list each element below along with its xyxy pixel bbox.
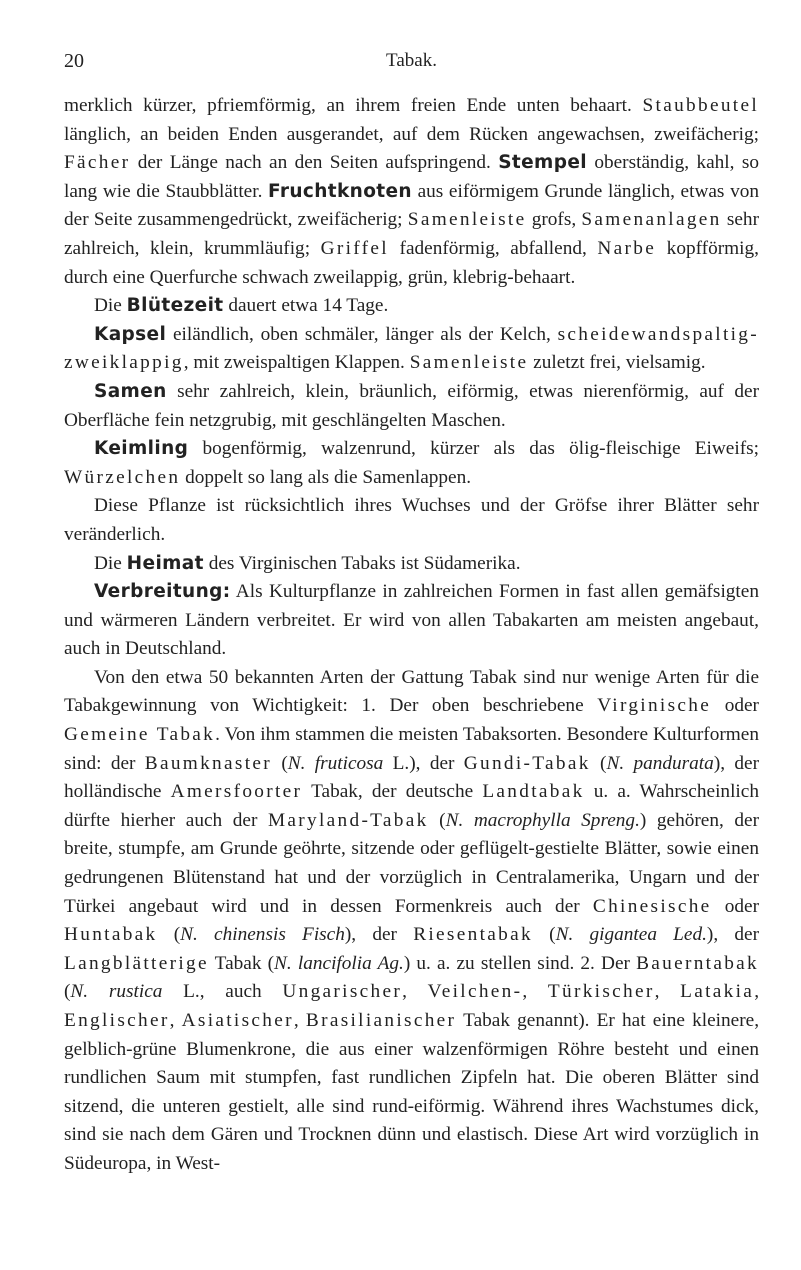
emphasized-term: Bauerntabak <box>636 952 759 974</box>
text-run: ( <box>428 809 446 831</box>
text-run: zuletzt frei, vielsamig. <box>528 352 706 374</box>
emphasized-term: Englischer <box>64 1010 170 1031</box>
text-run: ( <box>532 924 556 946</box>
emphasized-term: Samenleiste <box>407 209 527 231</box>
section-keyword: Kapsel <box>94 323 167 345</box>
paragraph <box>64 550 759 579</box>
species-name: N. chinensis Fisch <box>180 924 345 946</box>
text-run: ), der <box>706 924 760 946</box>
section-keyword: Fruchtknoten <box>268 180 412 202</box>
text-run: der Länge nach an den Seiten aufspringend. <box>130 152 499 174</box>
emphasized-term: Narbe <box>597 237 657 259</box>
emphasized-term: Chinesische <box>592 895 712 917</box>
emphasized-term: Asiatischer <box>181 1010 294 1031</box>
emphasized-term: Fächer <box>64 152 131 174</box>
body-text <box>64 92 759 1179</box>
paragraph <box>64 292 759 321</box>
emphasized-term: Amersfoorter <box>170 781 303 803</box>
text-run: sehr zahlreich, klein, krummläufig; <box>64 209 759 259</box>
emphasized-term: Virginische <box>597 695 712 717</box>
text-run: Tabak ( <box>208 952 275 974</box>
paragraph <box>64 578 759 664</box>
text-run: u. a. Wahrscheinlich dürfte hierher auch der <box>64 781 759 831</box>
text-run: , <box>402 981 428 1003</box>
emphasized-term: Gemeine Tabak <box>64 724 216 746</box>
emphasized-term: scheidewandspaltig-zweiklappig <box>64 323 759 374</box>
emphasized-term: Riesentabak <box>413 924 533 946</box>
text-run: ), der holländische <box>64 752 759 803</box>
text-run: sehr zahlreich, klein, bräunlich, eiförmig, etwas nierenförmig, auf der Oberfläche fein netzgrubig, mit geschlängelten Maschen. <box>64 380 759 431</box>
text-run: doppelt so lang als die Samenlappen. <box>180 466 472 488</box>
text-run: aus eiförmigem Grunde länglich, etwas von der Seite zusammengedrückt, zweifächerig; <box>64 180 759 231</box>
emphasized-term: Türkischer <box>547 981 655 1003</box>
text-run: Tabak, der deutsche <box>302 781 483 803</box>
text-run: Von den etwa 50 bekannten Arten der Gattung Tabak sind nur wenige Arten für die Tabakgewinnung von Wichtigkeit: 1. Der oben beschriebene <box>64 666 759 717</box>
species-name: N. lancifolia Ag. <box>274 952 404 974</box>
text-run: ( <box>157 924 181 946</box>
species-name: N. rustica <box>70 981 163 1003</box>
text-run: kopfförmig, durch eine Querfurche schwach zweilappig, grün, klebrig-behaart. <box>64 237 759 288</box>
paragraph <box>64 664 759 1179</box>
text-run: oder <box>711 695 759 717</box>
species-name: N. pandurata <box>606 752 714 774</box>
page-header <box>64 50 759 80</box>
paragraph <box>64 492 759 549</box>
text-run: oberständig, kahl, so lang wie die Staubblätter. <box>64 152 760 202</box>
emphasized-term: Staubbeutel <box>642 95 759 116</box>
section-keyword: Samen <box>94 380 167 402</box>
text-run: ) u. a. zu stellen sind. 2. Der <box>403 952 637 974</box>
species-name: N. fruticosa <box>287 752 384 774</box>
text-run: ( <box>590 752 607 774</box>
page-number: 20 <box>64 50 84 72</box>
text-run: ), der <box>344 924 414 946</box>
text-run: länglich, an beiden Enden ausgerandet, auf dem Rücken angewachsen, zweifächerig; <box>64 123 759 145</box>
text-run: L., auch <box>162 981 283 1003</box>
emphasized-term: Samenleiste <box>409 352 529 374</box>
text-run: Die <box>94 552 127 574</box>
text-run: fadenförmig, abfallend, <box>388 237 598 259</box>
emphasized-term: Veilchen- <box>427 981 523 1003</box>
species-name: N. macrophylla Spreng. <box>445 809 640 831</box>
emphasized-term: Brasilianischer <box>305 1010 457 1031</box>
text-run: ( <box>272 752 288 774</box>
text-run: merklich kürzer, pfriemförmig, an ihrem freien Ende unten behaart. <box>64 95 643 116</box>
section-keyword: Heimat <box>126 552 204 574</box>
text-run: , mit zweispaltigen Klappen. <box>183 352 410 374</box>
paragraph <box>64 435 759 492</box>
text-run: dauert etwa 14 Tage. <box>223 295 389 317</box>
emphasized-term: Griffel <box>320 237 389 259</box>
emphasized-term: Latakia <box>680 981 755 1003</box>
book-page <box>64 50 759 1179</box>
paragraph <box>64 321 759 378</box>
text-run: , <box>654 981 681 1003</box>
text-run: , <box>754 981 760 1003</box>
section-keyword: Keimling <box>94 438 189 460</box>
emphasized-term: Langblätterige <box>64 952 209 974</box>
emphasized-term: Huntabak <box>64 924 158 946</box>
text-run: Tabak genannt). Er hat eine kleinere, gelblich-grüne Blumenkrone, die aus einer walzenförmigen Röhre besteht und einen rundlichen Saum mit stumpfen, fast rundlichen Zipfeln hat. Die oberen Blätter sind sitzend, die unteren gestielt, alle sind rund-eiförmig. Während ihres Wachstumes dick, sind sie nach dem Gären und Trocknen dünn und elastisch. Diese Art wird vorzüglich in Südeuropa, in West- <box>64 1010 760 1174</box>
text-run: . Von ihm stammen die meisten Tabaksorten. Besondere Kulturformen sind: der <box>64 724 759 774</box>
text-run: oder <box>711 895 760 917</box>
text-run: , <box>169 1010 182 1031</box>
section-keyword: Verbreitung: <box>94 581 231 603</box>
text-run: Als Kulturpflanze in zahlreichen Formen in fast allen gemäfsigten und wärmeren Ländern verbreitet. Er wird von allen Tabakarten am meisten angebaut, auch in Deutschland. <box>64 581 759 660</box>
text-run: eiländlich, oben schmäler, länger als der Kelch, <box>166 323 558 345</box>
text-run: , <box>293 1010 306 1031</box>
paragraph <box>64 378 759 435</box>
text-run: Die <box>94 295 127 317</box>
emphasized-term: Maryland-Tabak <box>267 809 429 831</box>
text-run: bogenförmig, walzenrund, kürzer als das ölig-fleischige Eiweifs; <box>188 438 759 460</box>
emphasized-term: Gundi-Tabak <box>463 752 591 774</box>
section-keyword: Stempel <box>498 152 587 174</box>
text-run: ) gehören, der breite, stumpfe, am Grunde geöhrte, sitzende oder geflügelt-gestielte Blätter, sowie einen gedrungenen Blütenstand hat und der vorzüglich in Centralamerika, Ungarn und der Türkei angebaut wird und in dessen Formenkreis auch der <box>64 809 760 917</box>
text-run: , <box>522 981 548 1003</box>
text-run: ( <box>64 981 71 1003</box>
text-run: L.), der <box>383 752 464 774</box>
emphasized-term: Ungarischer <box>282 981 403 1003</box>
emphasized-term: Baumknaster <box>144 752 272 774</box>
emphasized-term: Landtabak <box>482 781 585 803</box>
paragraph <box>64 92 759 292</box>
running-title: Tabak. <box>386 50 437 71</box>
emphasized-term: Samenanlagen <box>581 209 722 231</box>
text-run: des Virginischen Tabaks ist Südamerika. <box>203 552 521 574</box>
species-name: N. gigantea Led. <box>555 924 707 946</box>
text-run: Diese Pflanze ist rücksichtlich ihres Wuchses und der Gröfse ihrer Blätter sehr veränderlich. <box>64 495 759 545</box>
text-run: grofs, <box>526 209 582 231</box>
section-keyword: Blütezeit <box>126 295 224 317</box>
emphasized-term: Würzelchen <box>64 466 181 488</box>
